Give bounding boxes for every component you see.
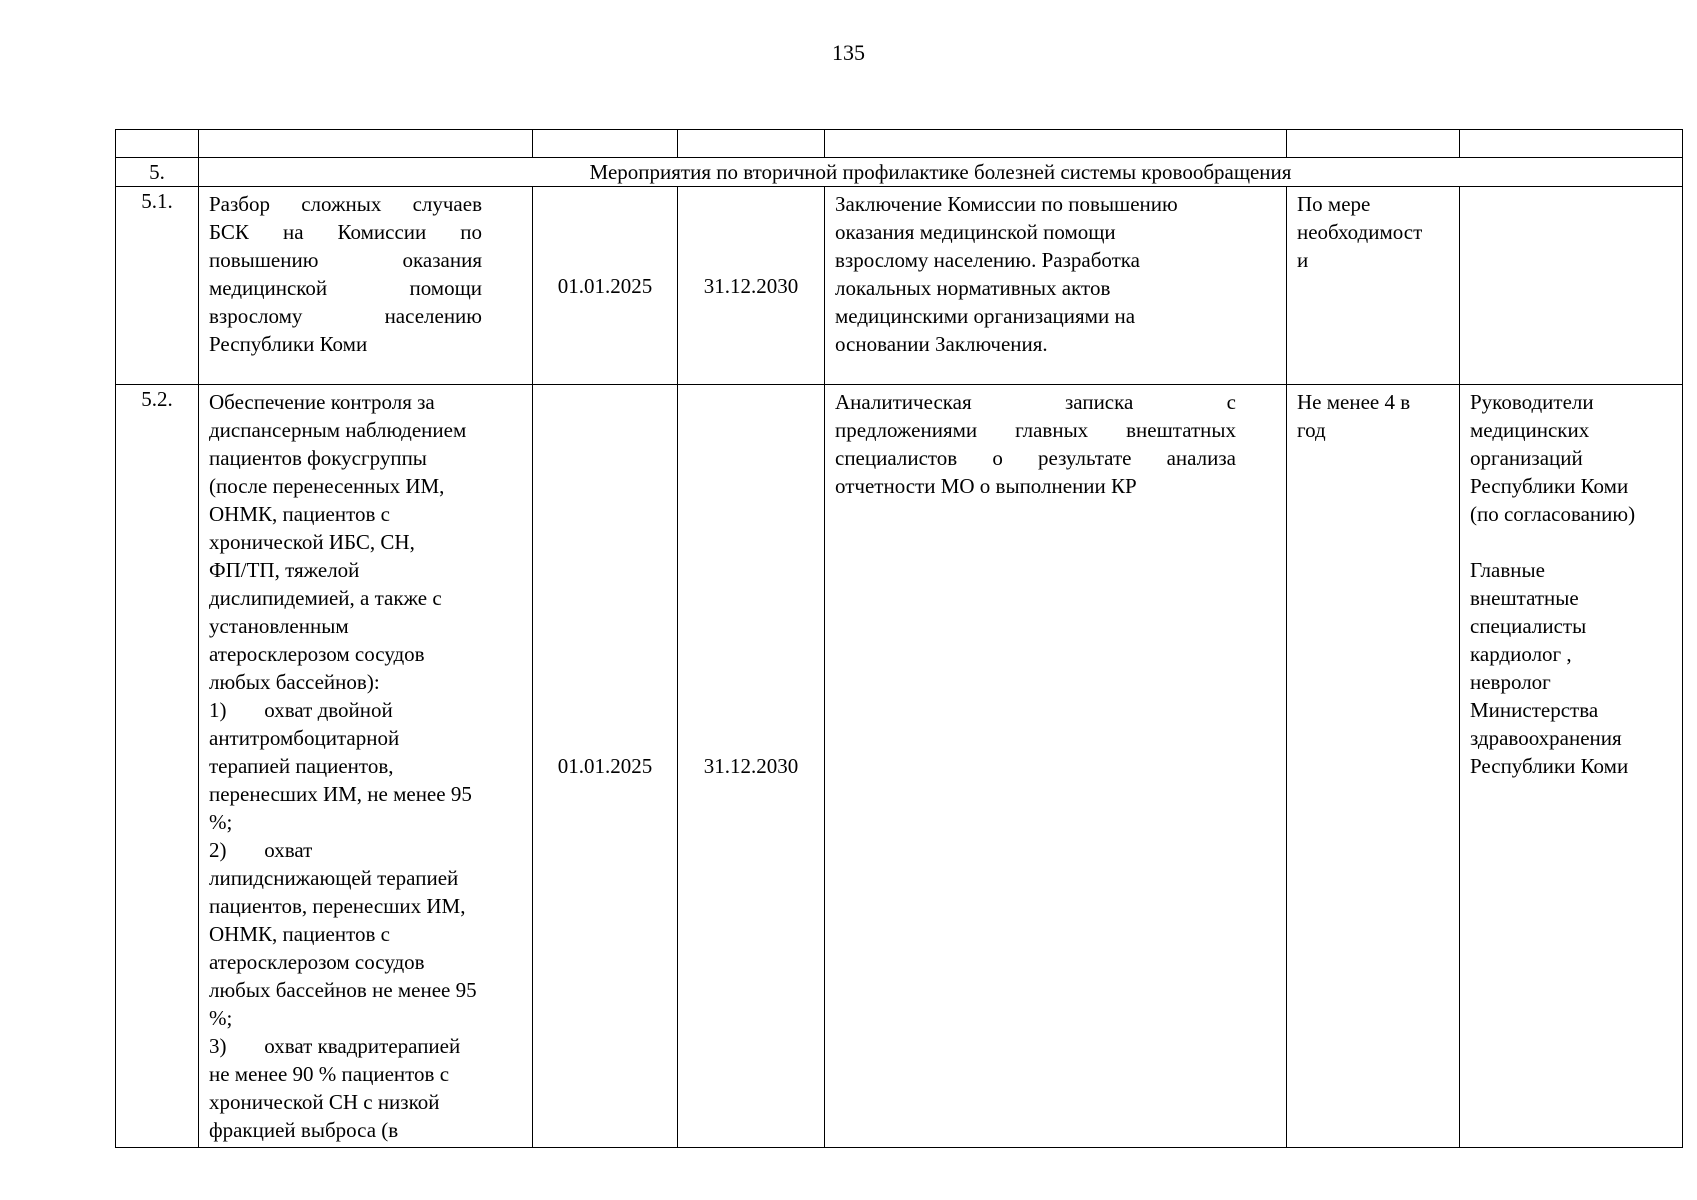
text-line: оказания медицинской помощи bbox=[835, 220, 1116, 244]
page-number: 135 bbox=[832, 40, 865, 65]
list-marker: 1) bbox=[209, 698, 227, 722]
text-line: локальных нормативных актов bbox=[835, 276, 1111, 300]
text-line: диспансерным наблюдением bbox=[209, 418, 467, 442]
responsible-cell bbox=[1460, 385, 1683, 1148]
responsible-text bbox=[1460, 385, 1682, 783]
text-line: Главные bbox=[1470, 558, 1545, 582]
list-item-text: охват двойной bbox=[259, 698, 393, 722]
text-line bbox=[1470, 528, 1672, 556]
list-item-text: охват bbox=[259, 838, 313, 862]
text-line: кардиолог , bbox=[1470, 642, 1572, 666]
list-item-line: хронической СН с низкой bbox=[209, 1090, 440, 1114]
empty-cell bbox=[116, 130, 199, 158]
result-cell bbox=[825, 385, 1287, 1148]
text-line: медицинскими организациями на bbox=[835, 304, 1136, 328]
text-line: невролог bbox=[1470, 670, 1551, 694]
responsible-cell bbox=[1460, 187, 1683, 385]
text-line: медицинских bbox=[1470, 418, 1590, 442]
list-item-line: пациентов, перенесших ИМ, bbox=[209, 894, 466, 918]
text-line: здравоохранения bbox=[1470, 726, 1622, 750]
section-title: Мероприятия по вторичной профилактике болезней системы кровообращения bbox=[199, 158, 1683, 187]
empty-cell bbox=[1460, 130, 1683, 158]
text-line: Заключение Комиссии по повышению bbox=[835, 192, 1178, 216]
text-line: и bbox=[1297, 248, 1309, 272]
empty-cell bbox=[199, 130, 533, 158]
text-line: ФП/ТП, тяжелой bbox=[209, 558, 360, 582]
event-cell bbox=[199, 187, 533, 385]
list-item-line: перенесших ИМ, не менее 95 bbox=[209, 782, 472, 806]
empty-cell bbox=[1287, 130, 1460, 158]
text-line: специалистов о результате анализа bbox=[835, 446, 1236, 470]
header-row-empty bbox=[116, 130, 1683, 158]
section-number: 5. bbox=[116, 158, 199, 187]
result-text bbox=[825, 385, 1286, 503]
frequency-cell bbox=[1287, 187, 1460, 385]
table-row bbox=[116, 187, 1683, 385]
list-item-line: атеросклерозом сосудов bbox=[209, 950, 425, 974]
text-line: необходимост bbox=[1297, 220, 1423, 244]
empty-cell bbox=[678, 130, 825, 158]
list-item-line: не менее 90 % пациентов с bbox=[209, 1062, 450, 1086]
frequency-text bbox=[1287, 385, 1459, 447]
list-item-line: терапией пациентов, bbox=[209, 754, 394, 778]
frequency-cell bbox=[1287, 385, 1460, 1148]
text-line: атеросклерозом сосудов bbox=[209, 642, 425, 666]
end-date: 31.12.2030 bbox=[678, 187, 825, 385]
result-cell bbox=[825, 187, 1287, 385]
list-item-line bbox=[209, 836, 522, 864]
list-item-line: %; bbox=[209, 810, 233, 834]
text-line: внештатные bbox=[1470, 586, 1579, 610]
text-line: Разбор сложных случаев bbox=[209, 192, 482, 216]
list-item-line: любых бассейнов не менее 95 bbox=[209, 978, 477, 1002]
frequency-text bbox=[1287, 187, 1459, 277]
text-line: специалисты bbox=[1470, 614, 1587, 638]
text-line: ОНМК, пациентов с bbox=[209, 502, 390, 526]
list-item-line: липидснижающей терапией bbox=[209, 866, 459, 890]
list-marker: 2) bbox=[209, 838, 227, 862]
text-line: организаций bbox=[1470, 446, 1583, 470]
text-line: пациентов фокусгруппы bbox=[209, 446, 427, 470]
text-line: Республики Коми bbox=[1470, 754, 1629, 778]
text-line: Не менее 4 в bbox=[1297, 390, 1411, 414]
text-line: повышению оказания bbox=[209, 248, 482, 272]
list-item-line: %; bbox=[209, 1006, 233, 1030]
empty-cell bbox=[533, 130, 678, 158]
text-line: медицинской помощи bbox=[209, 276, 482, 300]
text-line: БСК на Комиссии по bbox=[209, 220, 482, 244]
list-item-line bbox=[209, 1032, 522, 1060]
list-item-line: антитромбоцитарной bbox=[209, 726, 400, 750]
end-date: 31.12.2030 bbox=[678, 385, 825, 1148]
row-number: 5.2. bbox=[116, 385, 199, 1148]
text-line: год bbox=[1297, 418, 1326, 442]
start-date: 01.01.2025 bbox=[533, 187, 678, 385]
list-item-line: ОНМК, пациентов с bbox=[209, 922, 390, 946]
responsible-text bbox=[1460, 187, 1682, 193]
text-line: отчетности МО о выполнении КР bbox=[835, 474, 1137, 498]
text-line: установленным bbox=[209, 614, 349, 638]
plan-table bbox=[115, 129, 1683, 1148]
section-row bbox=[116, 158, 1683, 187]
text-line: предложениями главных внештатных bbox=[835, 418, 1236, 442]
event-text bbox=[199, 187, 532, 361]
list-marker: 3) bbox=[209, 1034, 227, 1058]
text-line: взрослому населению. Разработка bbox=[835, 248, 1141, 272]
text-line: хронической ИБС, СН, bbox=[209, 530, 415, 554]
text-line: взрослому населению bbox=[209, 304, 482, 328]
text-line: Республики Коми bbox=[1470, 474, 1629, 498]
table-row bbox=[116, 385, 1683, 1148]
text-line: любых бассейнов): bbox=[209, 670, 380, 694]
text-line: (по согласованию) bbox=[1470, 502, 1636, 526]
row-number: 5.1. bbox=[116, 187, 199, 385]
event-cell bbox=[199, 385, 533, 1148]
event-text bbox=[199, 385, 532, 1147]
text-line: По мере bbox=[1297, 192, 1371, 216]
text-line: дислипидемией, а также с bbox=[209, 586, 442, 610]
start-date: 01.01.2025 bbox=[533, 385, 678, 1148]
text-line: основании Заключения. bbox=[835, 332, 1048, 356]
text-line: Руководители bbox=[1470, 390, 1594, 414]
text-line: Республики Коми bbox=[209, 332, 368, 356]
result-text bbox=[825, 187, 1286, 361]
list-item-text: охват квадритерапией bbox=[259, 1034, 461, 1058]
list-item-line bbox=[209, 696, 522, 724]
text-line: Обеспечение контроля за bbox=[209, 390, 435, 414]
text-line: Аналитическая записка с bbox=[835, 390, 1236, 414]
text-line: (после перенесенных ИМ, bbox=[209, 474, 445, 498]
list-item-line: фракцией выброса (в bbox=[209, 1118, 399, 1142]
empty-cell bbox=[825, 130, 1287, 158]
text-line: Министерства bbox=[1470, 698, 1599, 722]
